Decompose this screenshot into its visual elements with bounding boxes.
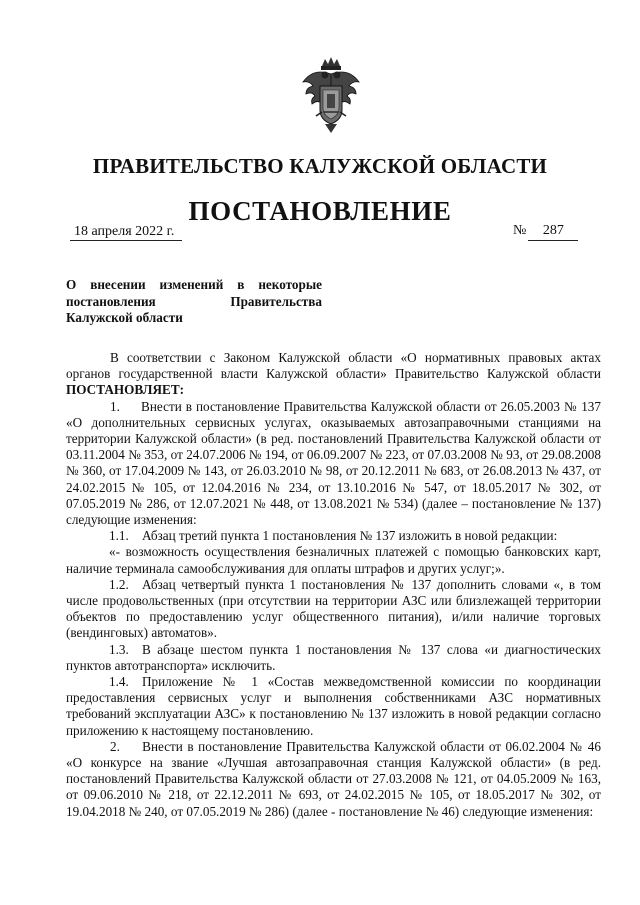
document-number [513,222,578,241]
number-value: 287 [528,222,578,241]
government-title: ПРАВИТЕЛЬСТВО КАЛУЖСКОЙ ОБЛАСТИ [92,154,548,178]
paragraph-2: 2. Внести в постановление Правительства Калужской области от 06.02.2004 № 46 «О конкурсе на звание «Лучшая автозаправочная станция Калужской области» (в ред. постановлений Правительства Калужской области от 27.03.2008 № 121, от 04.05.2009 № 163, от 09.06.2010 № 218, от 22.12.2011 № 693, от 24.02.2015 № 105, от 18.05.2017 № 302, от 19.04.2018 № 240, от 07.05.2019 № 286) (далее - постановление № 46) следующие изменения: [66,738,601,819]
intro-paragraph [66,350,601,399]
document-subject [66,277,322,327]
paragraph-1-2: 1.2. Абзац четвертый пункта 1 постановления № 137 дополнить словами «, в том числе продовольственных (при отсутствии на территории АЗС или близлежащей территории объектов по предоставлению услуг общественного питания), и/или наличие торговых (вендинговых) автоматов». [66,576,601,641]
paragraph-1-3: 1.3. В абзаце шестом пункта 1 постановления № 137 слова «и диагностических пунктов автотранспорта» исключить. [66,641,601,673]
paragraph-1-4: 1.4. Приложение № 1 «Состав межведомственной комиссии по координации предоставления сервисных услуг и выполнения собственниками АЗС нормативных требований эксплуатации АЗС» к постановлению № 137 изложить в новой редакции согласно приложению к настоящему постановлению. [66,674,601,738]
document-date: 18 апреля 2022 г. [70,223,182,241]
number-label: № [513,223,527,238]
paragraph-1: 1. Внести в постановление Правительства Калужской области от 26.05.2003 № 137 «О дополнительных сервисных услугах, оказываемых автозаправочными станциями на территории Калужской области» (в ред. постановлений Правительства Калужской области от 03.11.2004 № 353, от 24.07.2006 № 194, от 06.09.2007 № 223, от 07.03.2008 № 93, от 29.08.2008 № 360, от 17.04.2009 № 143, от 26.03.2010 № 98, от 20.12.2011 № 683, от 26.08.2013 № 437, от 24.02.2015 № 105, от 12.04.2016 № 234, от 13.10.2016 № 547, от 18.05.2017 № 302, от 07.05.2019 № 286, от 12.07.2021 № 448, от 13.08.2021 № 534) (далее – постановление № 137) следующие изменения: [66,398,601,528]
document-type-title: ПОСТАНОВЛЕНИЕ [188,196,452,226]
intro-bold-resolution: ПОСТАНОВЛЯЕТ: [66,382,185,398]
coat-of-arms-emblem [298,56,364,136]
coat-of-arms-icon [298,56,364,136]
subject-line-3: Калужской области [66,310,183,325]
paragraph-1-1: 1.1. Абзац третий пункта 1 постановления № 137 изложить в новой редакции: [109,528,558,544]
subject-line-1: О внесении изменений в некоторые [66,277,322,292]
document-body [66,350,601,820]
intro-text: В соответствии с Законом Калужской области «О нормативных правовых актах органов государственной власти Калужской области» Правительство Калужской области [66,350,601,382]
paragraph-1-1-quote: «- возможность осуществления безналичных платежей с помощью банковских карт, наличие терминала самообслуживания для оплаты штрафов и других услуг;». [66,544,601,576]
subject-line-2: постановления Правительства [66,293,322,309]
